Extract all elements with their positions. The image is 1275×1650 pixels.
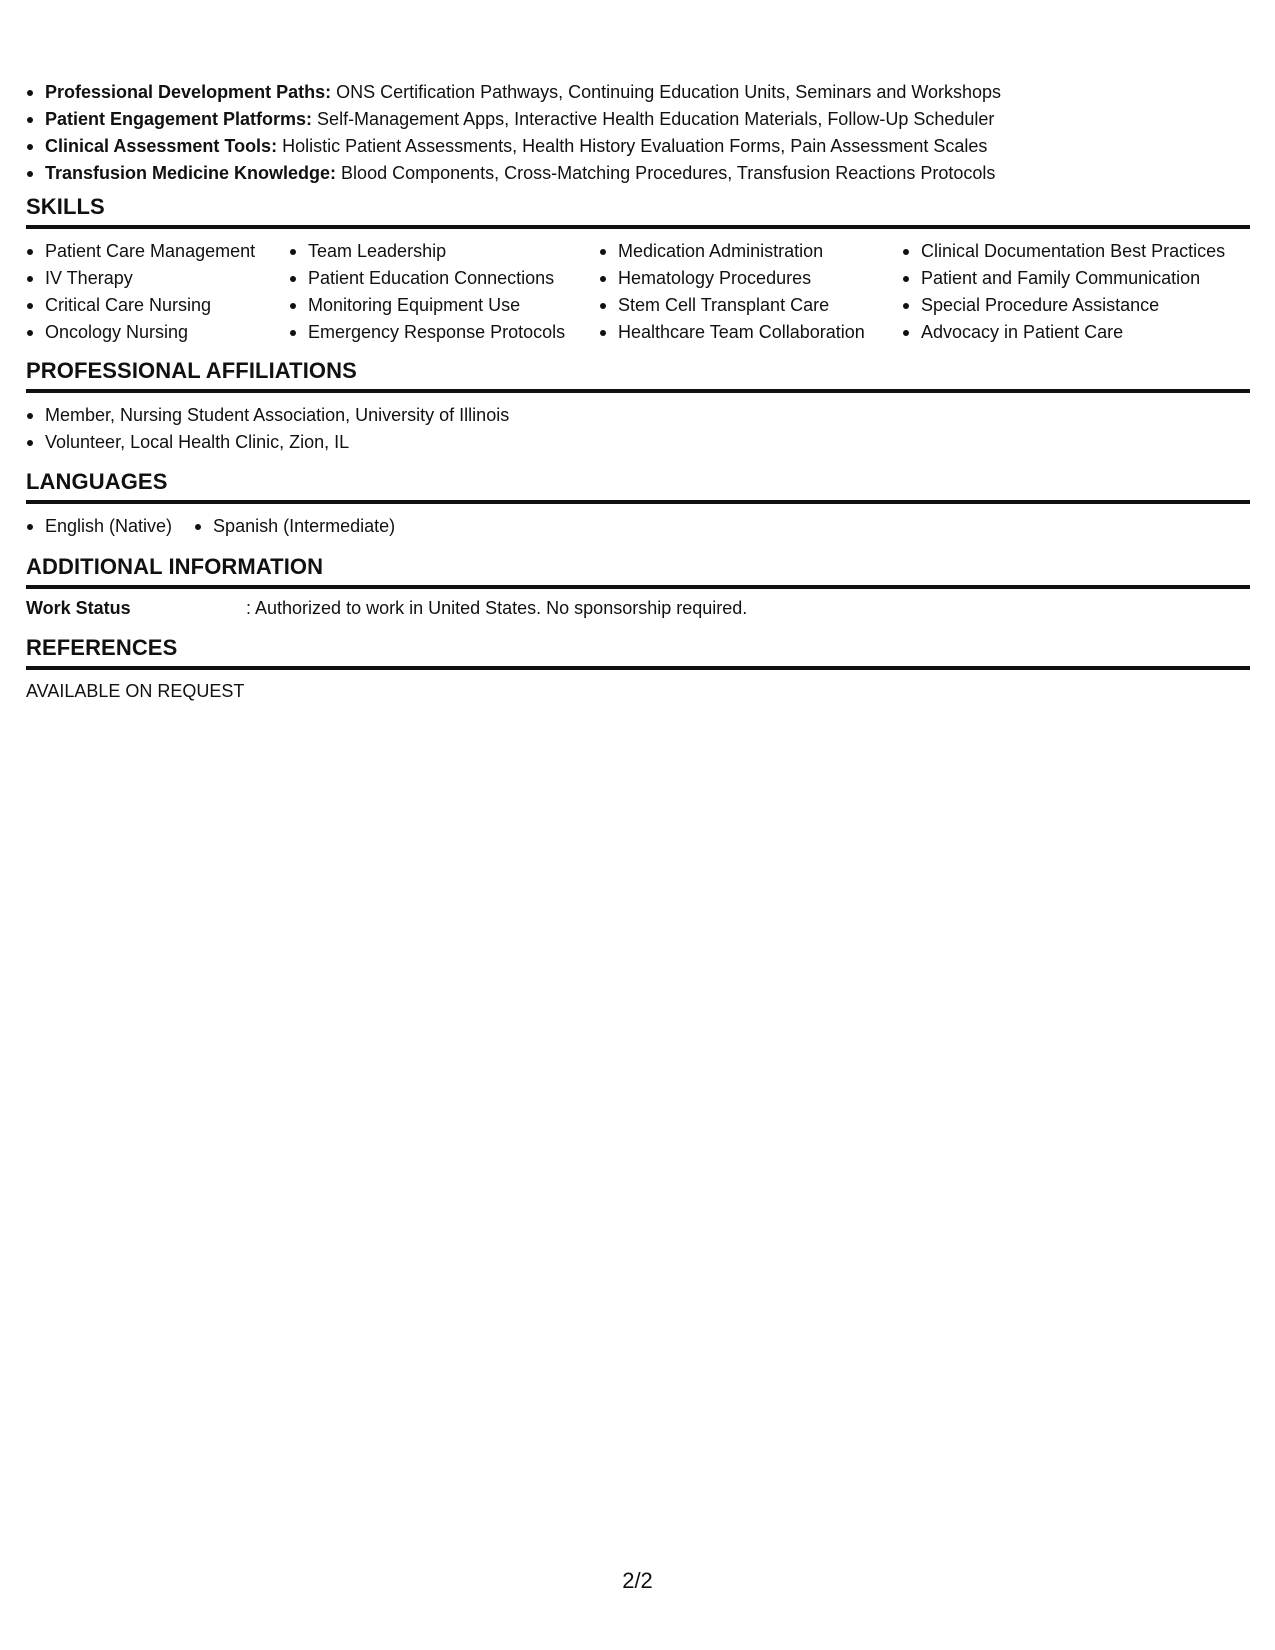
languages-section (26, 468, 1250, 540)
skill-item: Patient and Family Communication (902, 265, 1250, 292)
section-title-additional: ADDITIONAL INFORMATION (26, 553, 1250, 589)
additional-info-section (26, 553, 1250, 622)
skill-item: Critical Care Nursing (26, 292, 289, 319)
item-label: Clinical Assessment Tools: (45, 136, 278, 156)
language-column (194, 513, 395, 540)
section-title-skills: SKILLS (26, 193, 1250, 229)
expertise-list (26, 79, 1001, 187)
skill-item: IV Therapy (26, 265, 289, 292)
skills-grid (26, 238, 1250, 346)
work-status-value: : Authorized to work in United States. No sponsorship required. (246, 598, 748, 618)
languages-list (26, 513, 1250, 540)
language-column (26, 513, 172, 540)
skills-column (599, 238, 902, 346)
references-text: AVAILABLE ON REQUEST (26, 681, 245, 701)
item-label: Patient Engagement Platforms: (45, 109, 313, 129)
list-item (26, 160, 1001, 187)
skill-item: Monitoring Equipment Use (289, 292, 599, 319)
skill-item: Patient Care Management (26, 238, 289, 265)
item-text: Holistic Patient Assessments, Health History Evaluation Forms, Pain Assessment Scales (277, 136, 988, 156)
skill-item: Patient Education Connections (289, 265, 599, 292)
skills-column (902, 238, 1250, 346)
skill-item: Oncology Nursing (26, 319, 289, 346)
skill-item: Special Procedure Assistance (902, 292, 1250, 319)
list-item (26, 79, 1001, 106)
item-label: Professional Development Paths: (45, 82, 332, 102)
list-item (26, 133, 1001, 160)
section-title-affiliations: PROFESSIONAL AFFILIATIONS (26, 357, 1250, 393)
skill-item: Hematology Procedures (599, 265, 902, 292)
affiliation-item: Member, Nursing Student Association, University of Illinois (26, 402, 1250, 429)
page-number: 2/2 (622, 1568, 653, 1593)
affiliations-list (26, 402, 1250, 456)
references-section (26, 634, 1250, 705)
skill-item: Medication Administration (599, 238, 902, 265)
section-title-references: REFERENCES (26, 634, 1250, 670)
list-item (26, 106, 1001, 133)
affiliations-section (26, 357, 1250, 456)
skills-column (289, 238, 599, 346)
item-text: Blood Components, Cross-Matching Procedures, Transfusion Reactions Protocols (336, 163, 996, 183)
skill-item: Clinical Documentation Best Practices (902, 238, 1250, 265)
language-item: English (Native) (26, 513, 172, 540)
language-item: Spanish (Intermediate) (194, 513, 395, 540)
item-text: ONS Certification Pathways, Continuing Education Units, Seminars and Workshops (331, 82, 1002, 102)
work-status-row (26, 595, 1250, 622)
skill-item: Advocacy in Patient Care (902, 319, 1250, 346)
skills-column (26, 238, 289, 346)
work-status-label: Work Status (26, 598, 131, 618)
skills-section (26, 193, 1250, 346)
skill-item: Team Leadership (289, 238, 599, 265)
skill-item: Healthcare Team Collaboration (599, 319, 902, 346)
item-label: Transfusion Medicine Knowledge: (45, 163, 337, 183)
section-title-languages: LANGUAGES (26, 468, 1250, 504)
affiliation-item: Volunteer, Local Health Clinic, Zion, IL (26, 429, 1250, 456)
item-text: Self-Management Apps, Interactive Health Education Materials, Follow-Up Scheduler (312, 109, 995, 129)
skill-item: Emergency Response Protocols (289, 319, 599, 346)
skill-item: Stem Cell Transplant Care (599, 292, 902, 319)
